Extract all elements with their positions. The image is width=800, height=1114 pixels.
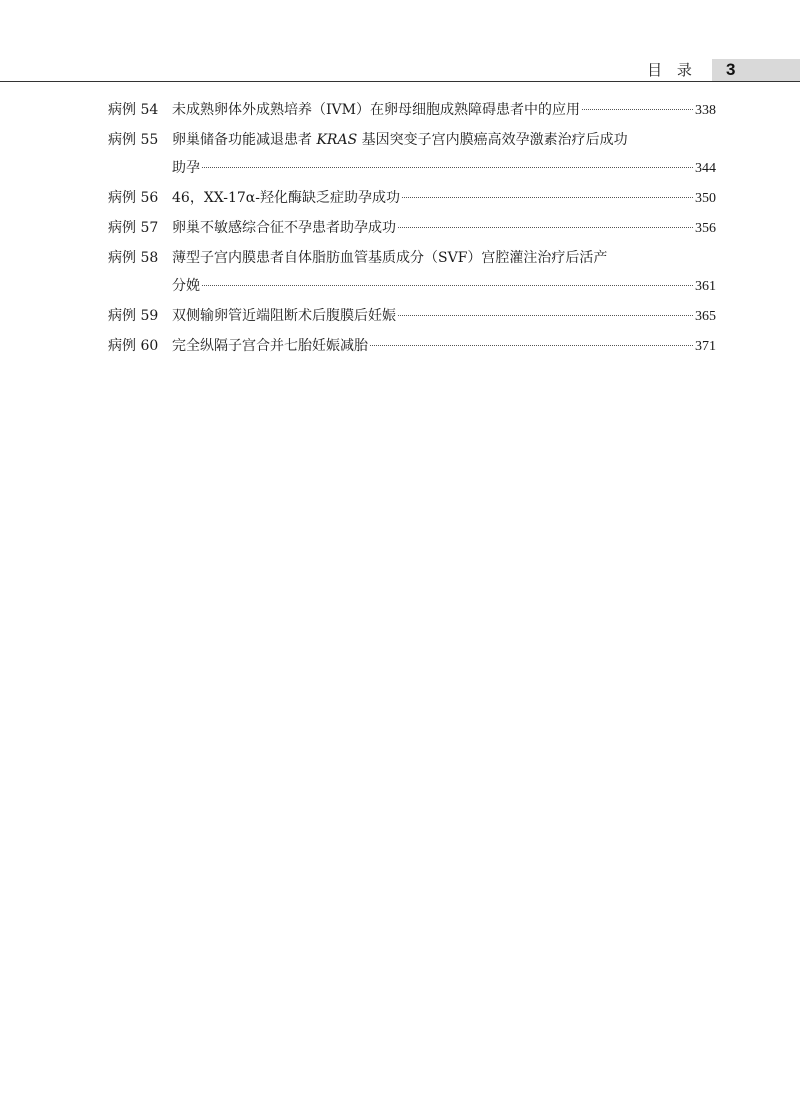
entry-title-part: 基因突变子宫内膜癌高效孕激素治疗后成功 bbox=[357, 132, 628, 148]
entry-title bbox=[172, 126, 628, 154]
page-header bbox=[0, 0, 800, 82]
entry-title: 未成熟卵体外成熟培养（IVM）在卵母细胞成熟障碍患者中的应用 bbox=[172, 102, 580, 118]
dot-leader bbox=[582, 109, 693, 110]
entry-line bbox=[172, 272, 716, 300]
entry-body bbox=[172, 332, 716, 360]
case-label: 病例 57 bbox=[108, 220, 159, 236]
case-label: 病例 58 bbox=[108, 250, 159, 266]
dot-leader bbox=[202, 285, 693, 286]
entry-page-number: 371 bbox=[695, 339, 716, 354]
entry-page-number: 361 bbox=[695, 279, 716, 294]
entry-title-part: 卵巢储备功能减退患者 bbox=[172, 132, 317, 148]
table-of-contents bbox=[108, 96, 716, 362]
dot-leader bbox=[398, 315, 693, 316]
entry-title: 46，XX-17α-羟化酶缺乏症助孕成功 bbox=[172, 190, 400, 206]
case-label: 病例 55 bbox=[108, 132, 159, 148]
entry-page-number: 365 bbox=[695, 309, 716, 324]
entry-page-number: 338 bbox=[695, 103, 716, 118]
entry-title: 薄型子宫内膜患者自体脂肪血管基质成分（SVF）宫腔灌注治疗后活产 bbox=[172, 250, 608, 266]
entry-line bbox=[172, 244, 716, 272]
page-number: 3 bbox=[726, 60, 736, 79]
toc-entry[interactable] bbox=[108, 214, 716, 242]
entry-title: 双侧输卵管近端阻断术后腹膜后妊娠 bbox=[172, 308, 396, 324]
entry-page-number: 344 bbox=[695, 161, 716, 176]
toc-entry[interactable] bbox=[108, 332, 716, 360]
entry-title-continued: 助孕 bbox=[172, 160, 200, 176]
case-label: 病例 60 bbox=[108, 338, 159, 354]
entry-page-number: 356 bbox=[695, 221, 716, 236]
entry-title: 完全纵隔子宫合并七胎妊娠减胎 bbox=[172, 338, 368, 354]
entry-body bbox=[172, 96, 716, 124]
entry-body bbox=[172, 126, 716, 182]
toc-entry[interactable] bbox=[108, 96, 716, 124]
case-label: 病例 59 bbox=[108, 308, 159, 324]
entry-body bbox=[172, 184, 716, 212]
toc-entry[interactable] bbox=[108, 302, 716, 330]
dot-leader bbox=[370, 345, 693, 346]
dot-leader bbox=[402, 197, 693, 198]
entry-line bbox=[172, 96, 716, 124]
entry-line bbox=[172, 214, 716, 242]
toc-entry[interactable] bbox=[108, 126, 716, 182]
entry-body bbox=[172, 302, 716, 330]
entry-line bbox=[172, 302, 716, 330]
section-label: 目 录 bbox=[647, 61, 697, 79]
gene-name: KRAS bbox=[316, 132, 358, 148]
entry-body bbox=[172, 214, 716, 242]
page-number-tab bbox=[712, 59, 800, 81]
toc-entry[interactable] bbox=[108, 184, 716, 212]
entry-page-number: 350 bbox=[695, 191, 716, 206]
header-rule bbox=[0, 81, 800, 82]
dot-leader bbox=[202, 167, 693, 168]
case-label: 病例 56 bbox=[108, 190, 159, 206]
entry-body bbox=[172, 244, 716, 300]
entry-line bbox=[172, 184, 716, 212]
entry-line bbox=[172, 126, 716, 154]
entry-line bbox=[172, 154, 716, 182]
toc-entry[interactable] bbox=[108, 244, 716, 300]
entry-line bbox=[172, 332, 716, 360]
dot-leader bbox=[398, 227, 693, 228]
entry-title: 卵巢不敏感综合征不孕患者助孕成功 bbox=[172, 220, 396, 236]
case-label: 病例 54 bbox=[108, 102, 159, 118]
entry-title-continued: 分娩 bbox=[172, 278, 200, 294]
